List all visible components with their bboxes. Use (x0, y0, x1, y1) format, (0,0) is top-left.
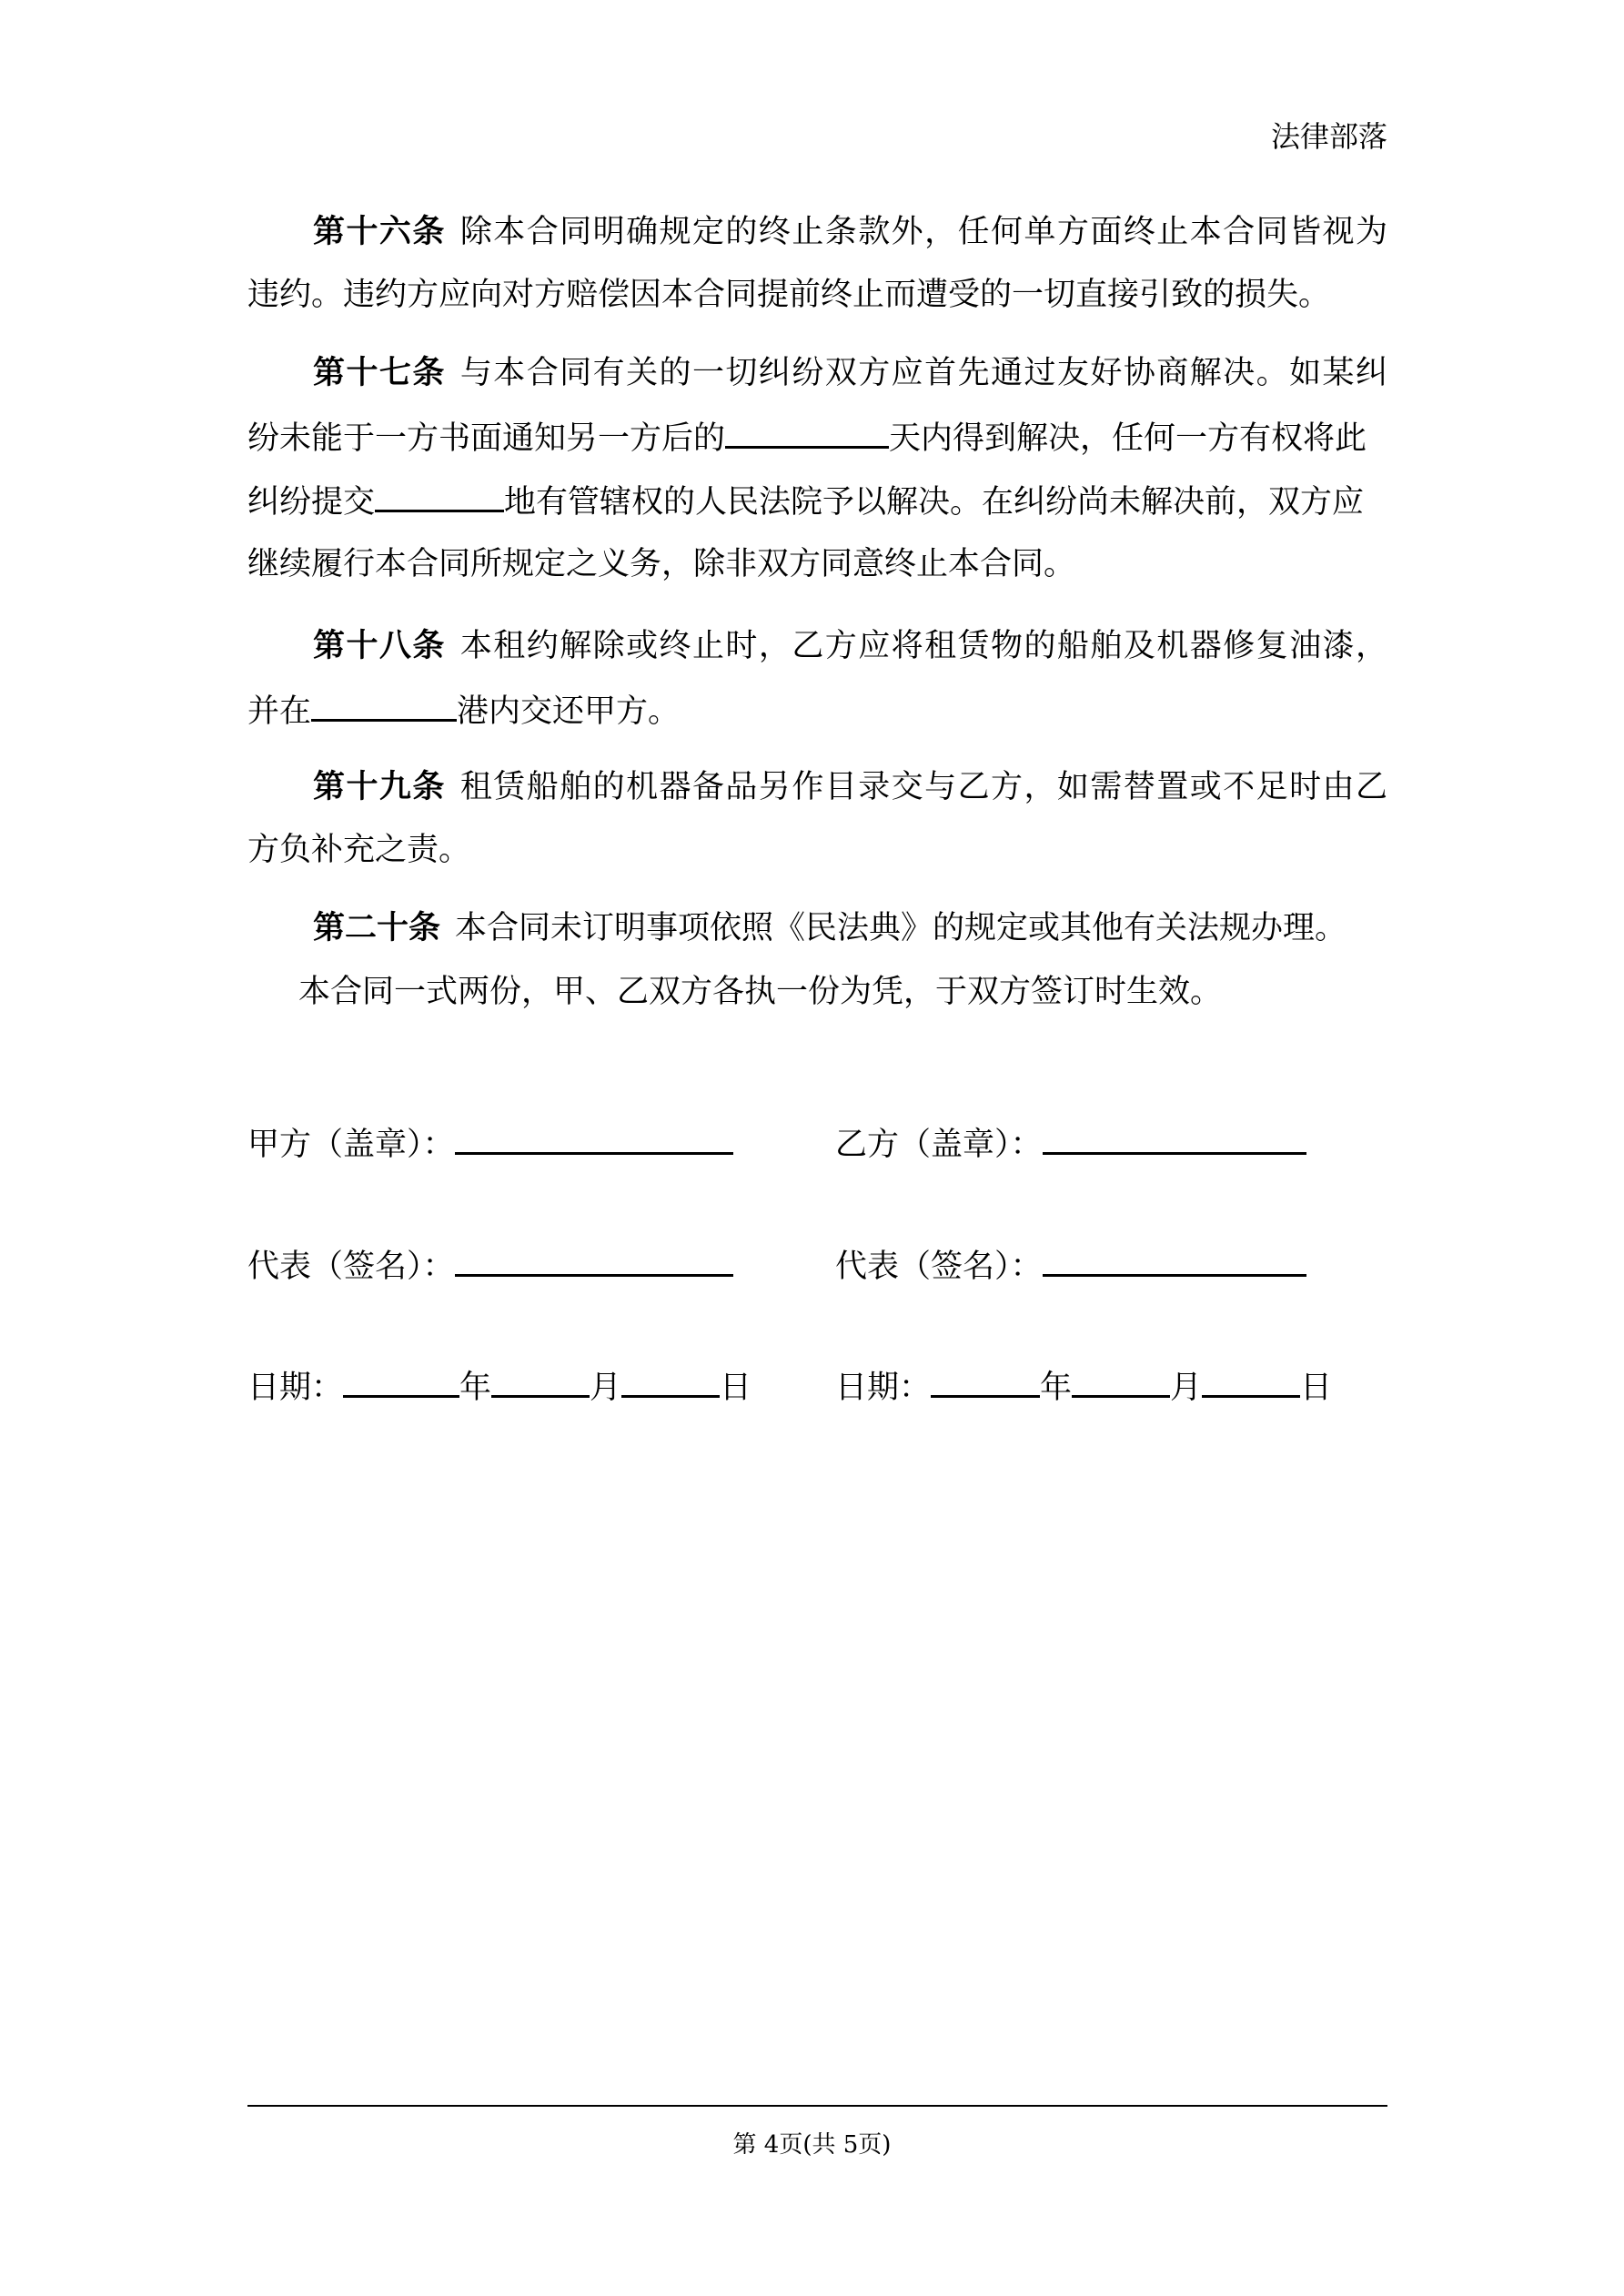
label: 乙方（盖章）： (835, 1127, 1043, 1163)
party-b-seal (835, 1118, 1306, 1168)
party-a-rep (247, 1239, 733, 1290)
label: 日 (1300, 1370, 1333, 1406)
label: 月 (1170, 1370, 1203, 1406)
label: 年 (1040, 1370, 1073, 1406)
article-18-line-1 (247, 621, 1387, 672)
article-18-line-2 (247, 684, 1387, 735)
text: 继续履行本合同所规定之义务，除非双方同意终止本合同。 (247, 546, 1076, 582)
text: 纷未能于一方书面通知另一方后的 (247, 420, 726, 457)
label: 代表（签名）： (247, 1249, 455, 1285)
day-blank[interactable] (1202, 1360, 1300, 1398)
article-title: 第十八条 (313, 627, 446, 664)
label: 日期： (835, 1370, 932, 1406)
party-b-rep (835, 1239, 1306, 1290)
party-a-date (247, 1360, 751, 1411)
article-19-line-2 (247, 824, 1387, 875)
text: 租赁船舶的机器备品另作目录交与乙方，如需替置或不足时由乙 (459, 769, 1387, 805)
header-brand: 法律部落 (1270, 119, 1387, 154)
page-number: 第 4页(共 5页) (732, 2131, 892, 2159)
article-17-line-1 (247, 348, 1387, 399)
label: 日期： (247, 1370, 344, 1406)
text: 纠纷提交 (247, 484, 376, 521)
party-b-seal-blank[interactable] (1043, 1118, 1306, 1155)
party-b-date (835, 1360, 1332, 1411)
party-a-seal (247, 1118, 733, 1168)
label: 年 (459, 1370, 492, 1406)
footer-divider (247, 2105, 1387, 2107)
day-blank[interactable] (621, 1360, 720, 1398)
party-b-rep-blank[interactable] (1043, 1239, 1306, 1277)
article-20-line-1 (247, 903, 1387, 954)
port-blank[interactable] (311, 684, 457, 722)
text: 违约。违约方应向对方赔偿因本合同提前终止而遭受的一切直接引致的损失。 (247, 277, 1331, 313)
article-17-line-2 (247, 411, 1387, 462)
label: 日 (720, 1370, 752, 1406)
year-blank[interactable] (931, 1360, 1040, 1398)
article-17-line-4 (247, 539, 1387, 590)
days-blank[interactable] (725, 411, 889, 449)
article-16-line-1 (247, 207, 1387, 258)
article-title: 第十六条 (313, 213, 446, 250)
text: 地有管辖权的人民法院予以解决。在纠纷尚未解决前，双方应 (504, 484, 1365, 521)
article-19-line-1 (247, 762, 1387, 813)
year-blank[interactable] (343, 1360, 459, 1398)
party-a-seal-blank[interactable] (455, 1118, 733, 1155)
text: 天内得到解决，任何一方有权将此 (889, 420, 1367, 457)
party-a-rep-blank[interactable] (455, 1239, 733, 1277)
closing-statement: 本合同一式两份，甲、乙双方各执一份为凭，于双方签订时生效。 (298, 974, 1223, 1010)
month-blank[interactable] (491, 1360, 590, 1398)
text: 本合同未订明事项依照《民法典》的规定或其他有关法规办理。 (455, 910, 1347, 946)
label: 月 (590, 1370, 622, 1406)
article-title: 第十九条 (313, 768, 446, 805)
article-title: 第十七条 (313, 354, 446, 391)
court-location-blank[interactable] (375, 475, 504, 512)
text: 除本合同明确规定的终止条款外，任何单方面终止本合同皆视为 (459, 214, 1387, 250)
article-17-line-3 (247, 475, 1387, 526)
article-title: 第二十条 (313, 909, 441, 946)
month-blank[interactable] (1072, 1360, 1170, 1398)
text: 港内交还甲方。 (457, 693, 681, 730)
text: 本租约解除或终止时，乙方应将租赁物的船舶及机器修复油漆， (459, 628, 1387, 664)
label: 代表（签名）： (835, 1249, 1043, 1285)
text: 并在 (247, 693, 312, 730)
label: 甲方（盖章）： (247, 1127, 455, 1163)
text: 方负补充之责。 (247, 832, 471, 868)
text: 与本合同有关的一切纠纷双方应首先通过友好协商解决。如某纠 (459, 355, 1387, 391)
article-16-line-2 (247, 269, 1387, 320)
